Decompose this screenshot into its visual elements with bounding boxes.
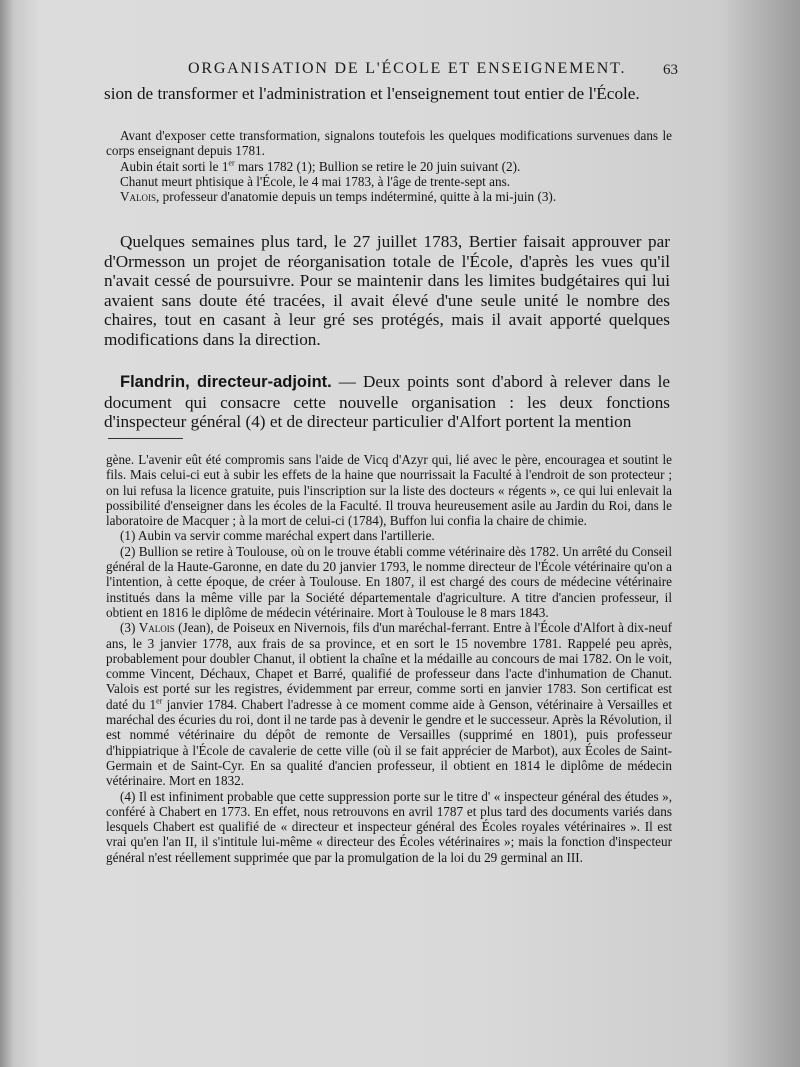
footnote-3: [106, 620, 672, 788]
aubin-line: [106, 159, 672, 174]
paragraph-reorganisation: [104, 232, 670, 350]
footnote-continuation: gène. L'avenir eût été compromis sans l'aide de Vicq d'Azyr qui, lié avec le père, encouragea et soutint le fils. Mais celui-ci eut à subir les effets de la haine que nourrissait la Faculté à l'endroit de son protecteur ; on lui refusa la licence gratuite, puis l'inscription sur la liste des docteurs « régents », ce qui lui enlevait la possibilité d'enseigner dans les écoles de la Faculté. Il trouva heureusement asile au Jardin du Roi, dans le laboratoire de Macquer ; à la mort de celui-ci (1784), Buffon lui confia la chaire de chimie.: [106, 452, 672, 529]
page-header: [108, 60, 698, 82]
aubin-text-rest: mars 1782 (1); Bullion se retire le 20 juin suivant (2).: [234, 158, 521, 174]
valois-name: Valois: [120, 189, 157, 205]
footnote-1: (1) Aubin va servir comme maréchal expert dans l'artillerie.: [120, 528, 435, 544]
chanut-line: Chanut meurt phtisique à l'École, le 4 mai 1783, à l'âge de trente-sept ans.: [120, 173, 511, 189]
intro-text: sion de transformer et l'administration et l'enseignement tout entier de l'École.: [104, 84, 640, 103]
footnote-3-text: (Jean), de Poiseux en Nivernois, fils d'un maréchal-ferrant. Entre à l'École d'Alfort à dix-neuf ans, le 3 janvier 1778, aux frais de sa province, et en sort le 15 novembre 1781. Rappelé peu après, probablement pour doubler Chanut, il obtient la chaîne et la médaille au concours de mai 1782. On le voit, comme Vincent, Déchaux, Chapet et Barré, qualifié de professeur dans l'acte d'inhumation de Chanut. Valois est porté sur les registres, évidemment par erreur, comme sorti en janvier 1783. Son certificat est daté du 1: [106, 620, 672, 712]
paragraph-reorganisation-text: Quelques semaines plus tard, le 27 juillet 1783, Bertier faisait approuver par d'Ormesson un projet de réorganisation totale de l'École, d'après les vues qu'il n'avait cessé de poursuivre. Pour se maintenir dans les limites budgétaires qui lui avaient sans doute été tracées, il avait élevé d'une seule unité le nombre des chaires, tout en casant à leur gré ses protégés, mais il avait apporté quelques modifications dans la direction.: [104, 232, 670, 349]
page-number: 63: [663, 62, 678, 78]
footnote-3-superscript: er: [156, 696, 163, 706]
footnote-3-text-rest: janvier 1784. Chabert l'adresse à ce moment comme aide à Genson, vétérinaire à Versailles et maréchal des écuries du roi, dont il ne tarde pas à devenir le gendre et le successeur. Après la Révolution, il est nommé vétérinaire du dépôt de remonte de Versailles (supprimé en 1801), puis professeur d'hippiatrique à l'École de cavalerie de cette ville (où il se fait apprécier de Marbot), aux Écoles de Saint-Germain et de Saint-Cyr. En sa qualité d'ancien professeur, il obtient en 1814 le diplôme de médecin vétérinaire. Mort en 1832.: [106, 696, 673, 789]
footnote-2: (2) Bullion se retire à Toulouse, où on le trouve établi comme vétérinaire dès 1782. Un arrêté du Conseil général de la Haute-Garonne, en date du 20 janvier 1793, le nomme directeur de l'École vétérinaire qu'on a l'intention, à cette époque, de créer à Toulouse. En 1807, il est chargé des cours de médecine vétérinaire institués dans la même ville par la Société départementale d'agriculture. A titre d'ancien professeur, il obtient en 1816 le diplôme de médecin vétérinaire. Mort à Toulouse le 8 mars 1843.: [106, 543, 672, 620]
section-heading: Flandrin, directeur-adjoint.: [120, 373, 332, 391]
section-flandrin-paragraph: [104, 372, 670, 432]
staff-changes-intro: Avant d'exposer cette transformation, signalons toutefois les quelques modifications survenues dans le corps enseignant depuis 1781.: [106, 128, 672, 159]
footnote-3-name: Valois: [138, 620, 175, 636]
footnote-3-prefix: (3): [120, 620, 139, 636]
intro-paragraph: [104, 84, 670, 104]
staff-changes-block: [106, 128, 672, 204]
footnote-4: (4) Il est infiniment probable que cette suppression porte sur le titre d' « inspecteur général des études », conféré à Chabert en 1773. En effet, nous retrouvons en avril 1787 et plus tard des documents variés dans lesquels Chabert est qualifié de « directeur et inspecteur général des Écoles royales vétérinaires ». Il est vrai qu'en l'an II, il s'intitule lui-même « directeur des Écoles vétérinaires »; mais la fonction d'inspecteur général n'est réellement supprimée que par la promulgation de la loi du 29 germinal an III.: [106, 788, 672, 865]
valois-line: [106, 189, 672, 204]
aubin-superscript: er: [228, 158, 235, 168]
section-flandrin: [104, 372, 670, 432]
aubin-text: Aubin était sorti le 1: [120, 158, 229, 174]
footnotes: [106, 452, 672, 865]
valois-text: , professeur d'anatomie depuis un temps indéterminé, quitte à la mi-juin (3).: [156, 189, 557, 205]
running-title: ORGANISATION DE L'ÉCOLE ET ENSEIGNEMENT.: [188, 60, 627, 77]
footnote-separator: [108, 438, 183, 439]
section-text: — Deux points sont d'abord à relever dans le document qui consacre cette nouvelle organisation : les deux fonctions d'inspecteur général (4) et de directeur particulier d'Alfort portent la mention: [104, 372, 670, 432]
